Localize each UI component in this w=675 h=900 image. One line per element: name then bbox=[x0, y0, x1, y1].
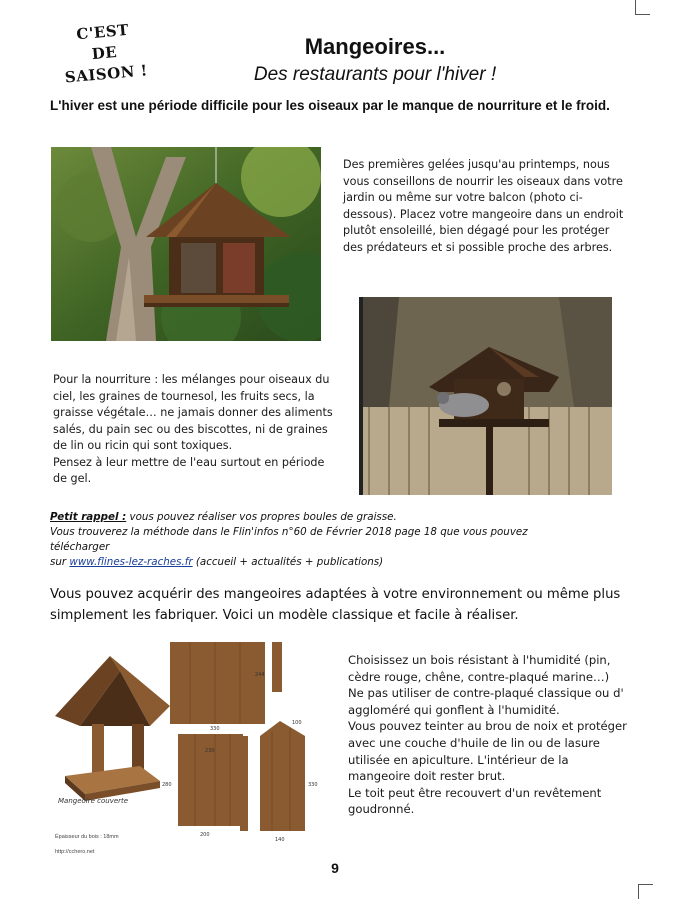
build-advice-finish: Vous pouvez teinter au brou de noix et protéger avec une couche d'huile de lin ou de lasure utilisée en apiculture. L'intérieur de la mangeoire doit rester brut. bbox=[348, 719, 627, 784]
reminder-block bbox=[50, 510, 550, 570]
season-stamp bbox=[49, 18, 159, 90]
dim-roof-width: 330 bbox=[210, 726, 220, 732]
dim-roof-height: 244 bbox=[255, 672, 265, 678]
reminder-prefix: sur bbox=[50, 556, 70, 568]
page-subtitle: Des restaurants pour l'hiver ! bbox=[253, 64, 497, 85]
website-link[interactable]: www.flines-lez-raches.fr bbox=[69, 556, 193, 568]
dim-base-width: 230 bbox=[205, 748, 215, 754]
plan-caption: Mangeoire couverte bbox=[58, 797, 129, 805]
paragraph-food bbox=[53, 372, 340, 488]
reminder-line-1: vous pouvez réaliser vos propres boules de graisse. bbox=[126, 511, 397, 523]
build-advice-wood: Choisissez un bois résistant à l'humidité (pin, cèdre rouge, chêne, contre-plaqué marine…) bbox=[348, 653, 611, 684]
acquire-text: Vous pouvez acquérir des mangeoires adaptées à votre environnement ou même plus simplement les fabriquer. Voici un modèle classique et facile à réaliser. bbox=[50, 587, 621, 623]
plan-source: http://cchero.net bbox=[55, 849, 95, 855]
build-advice-roof: Le toit peut être recouvert d'un revêtement goudronné. bbox=[348, 785, 602, 817]
plan-thickness: Épaisseur du bois : 18mm bbox=[55, 834, 119, 840]
stamp-line-3: SAISON ! bbox=[64, 61, 149, 87]
build-advice-avoid: Ne pas utiliser de contre-plaqué classique ou d' aggloméré qui gonflent à l'humidité. bbox=[348, 686, 624, 717]
dim-base-bottom: 200 bbox=[200, 832, 210, 838]
water-advice-text: Pensez à leur mettre de l'eau surtout en période de gel. bbox=[53, 455, 325, 485]
paragraph-build-advice bbox=[348, 652, 628, 818]
feeder-plan-illustration bbox=[50, 636, 340, 856]
photo-post-feeder bbox=[359, 297, 612, 495]
crop-mark-bottom-right bbox=[638, 884, 653, 899]
dim-side-top: 100 bbox=[292, 720, 302, 726]
dim-side-bottom: 140 bbox=[275, 837, 285, 843]
food-advice-text: Pour la nourriture : les mélanges pour oiseaux du ciel, les graines de tournesol, les fruits secs, la graisse végétale… ne jamais donner des aliments salés, du pain sec ou des biscottes, ni de graines de lin ou ricin qui sont toxiques. bbox=[53, 373, 333, 452]
photo-hanging-feeder bbox=[51, 147, 321, 341]
crop-mark-top-right bbox=[635, 0, 650, 15]
dim-base-height: 280 bbox=[162, 782, 172, 788]
paragraph-advice: Des premières gelées jusqu'au printemps, nous vous conseillons de nourrir les oiseaux dans votre jardin ou même sur votre balcon (photo ci-dessous). Placez votre mangeoire dans un endroit plutôt ensoleillé, bien dégagé pour les protéger des prédateurs et si possible proche des arbres. bbox=[343, 158, 624, 254]
stamp-line-1: C'EST bbox=[75, 20, 130, 44]
intro-text: L'hiver est une période difficile pour les oiseaux par le manque de nourriture et le froid. bbox=[50, 98, 610, 113]
reminder-suffix: (accueil + actualités + publications) bbox=[192, 556, 384, 568]
dim-side-height: 330 bbox=[308, 782, 318, 788]
reminder-label: Petit rappel : bbox=[50, 511, 127, 523]
page-number: 9 bbox=[331, 860, 339, 876]
page-title: Mangeoires... bbox=[304, 34, 446, 59]
reminder-line-2: Vous trouverez la méthode dans le Flin'infos n°60 de Février 2018 page 18 que vous pouvez télécharger bbox=[50, 526, 528, 553]
stamp-line-2: DE bbox=[90, 42, 118, 64]
